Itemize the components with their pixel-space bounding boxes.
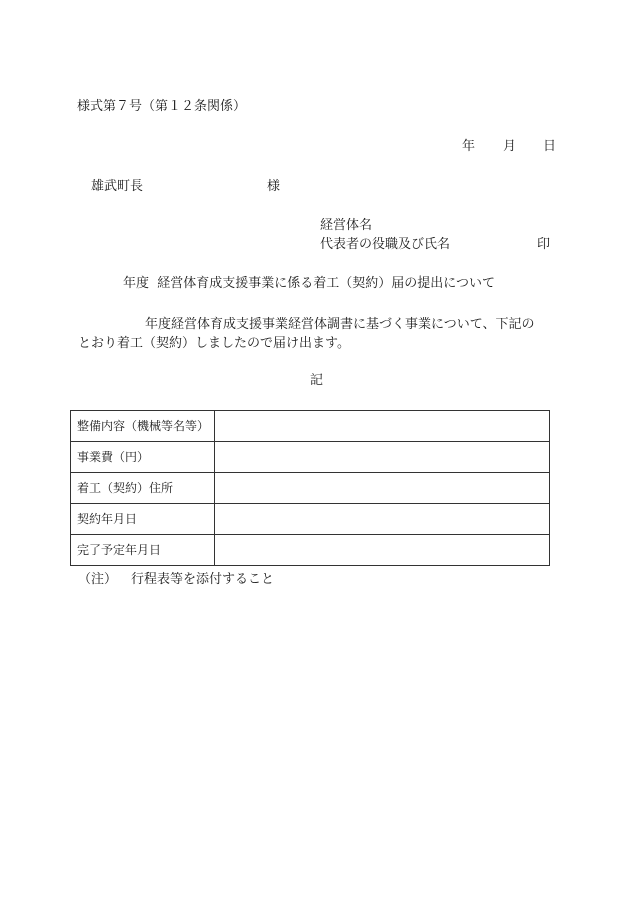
date-year-label: 年 — [462, 139, 476, 154]
note-text: 行程表等を添付すること — [131, 572, 275, 587]
table-row — [71, 411, 550, 442]
detail-table — [70, 410, 550, 566]
table-row-value — [215, 535, 550, 566]
table-row — [71, 473, 550, 504]
table-row-value — [215, 473, 550, 504]
table-row-value — [215, 442, 550, 473]
body-text-line-2: とおり着工（契約）しましたので届け出ます。 — [78, 336, 350, 351]
table-row — [71, 535, 550, 566]
form-number: 様式第７号（第１２条関係） — [77, 99, 247, 114]
note-prefix: （注） — [78, 572, 118, 587]
table-row — [71, 504, 550, 535]
table-row — [71, 442, 550, 473]
table-row-label: 整備内容（機械等名等） — [71, 411, 215, 442]
table-row-value — [215, 504, 550, 535]
table-row-label: 事業費（円） — [71, 442, 215, 473]
org-name-label: 経営体名 — [320, 218, 373, 233]
table-row-label: 契約年月日 — [71, 504, 215, 535]
table-row-label: 完了予定年月日 — [71, 535, 215, 566]
subject-line: 年度 経営体育成支援事業に係る着工（契約）届の提出について — [123, 276, 496, 291]
representative-label: 代表者の役職及び氏名 — [320, 237, 451, 252]
date-month-label: 月 — [503, 139, 517, 154]
seal-mark: 印 — [537, 237, 551, 252]
table-row-value — [215, 411, 550, 442]
table-row-label: 着工（契約）住所 — [71, 473, 215, 504]
body-text-line-1: 年度経営体育成支援事業経営体調書に基づく事業について、下記の — [145, 317, 535, 332]
ki-heading: 記 — [310, 373, 324, 388]
addressee-honorific: 様 — [267, 179, 281, 194]
date-day-label: 日 — [543, 139, 557, 154]
addressee-name: 雄武町長 — [91, 179, 144, 194]
